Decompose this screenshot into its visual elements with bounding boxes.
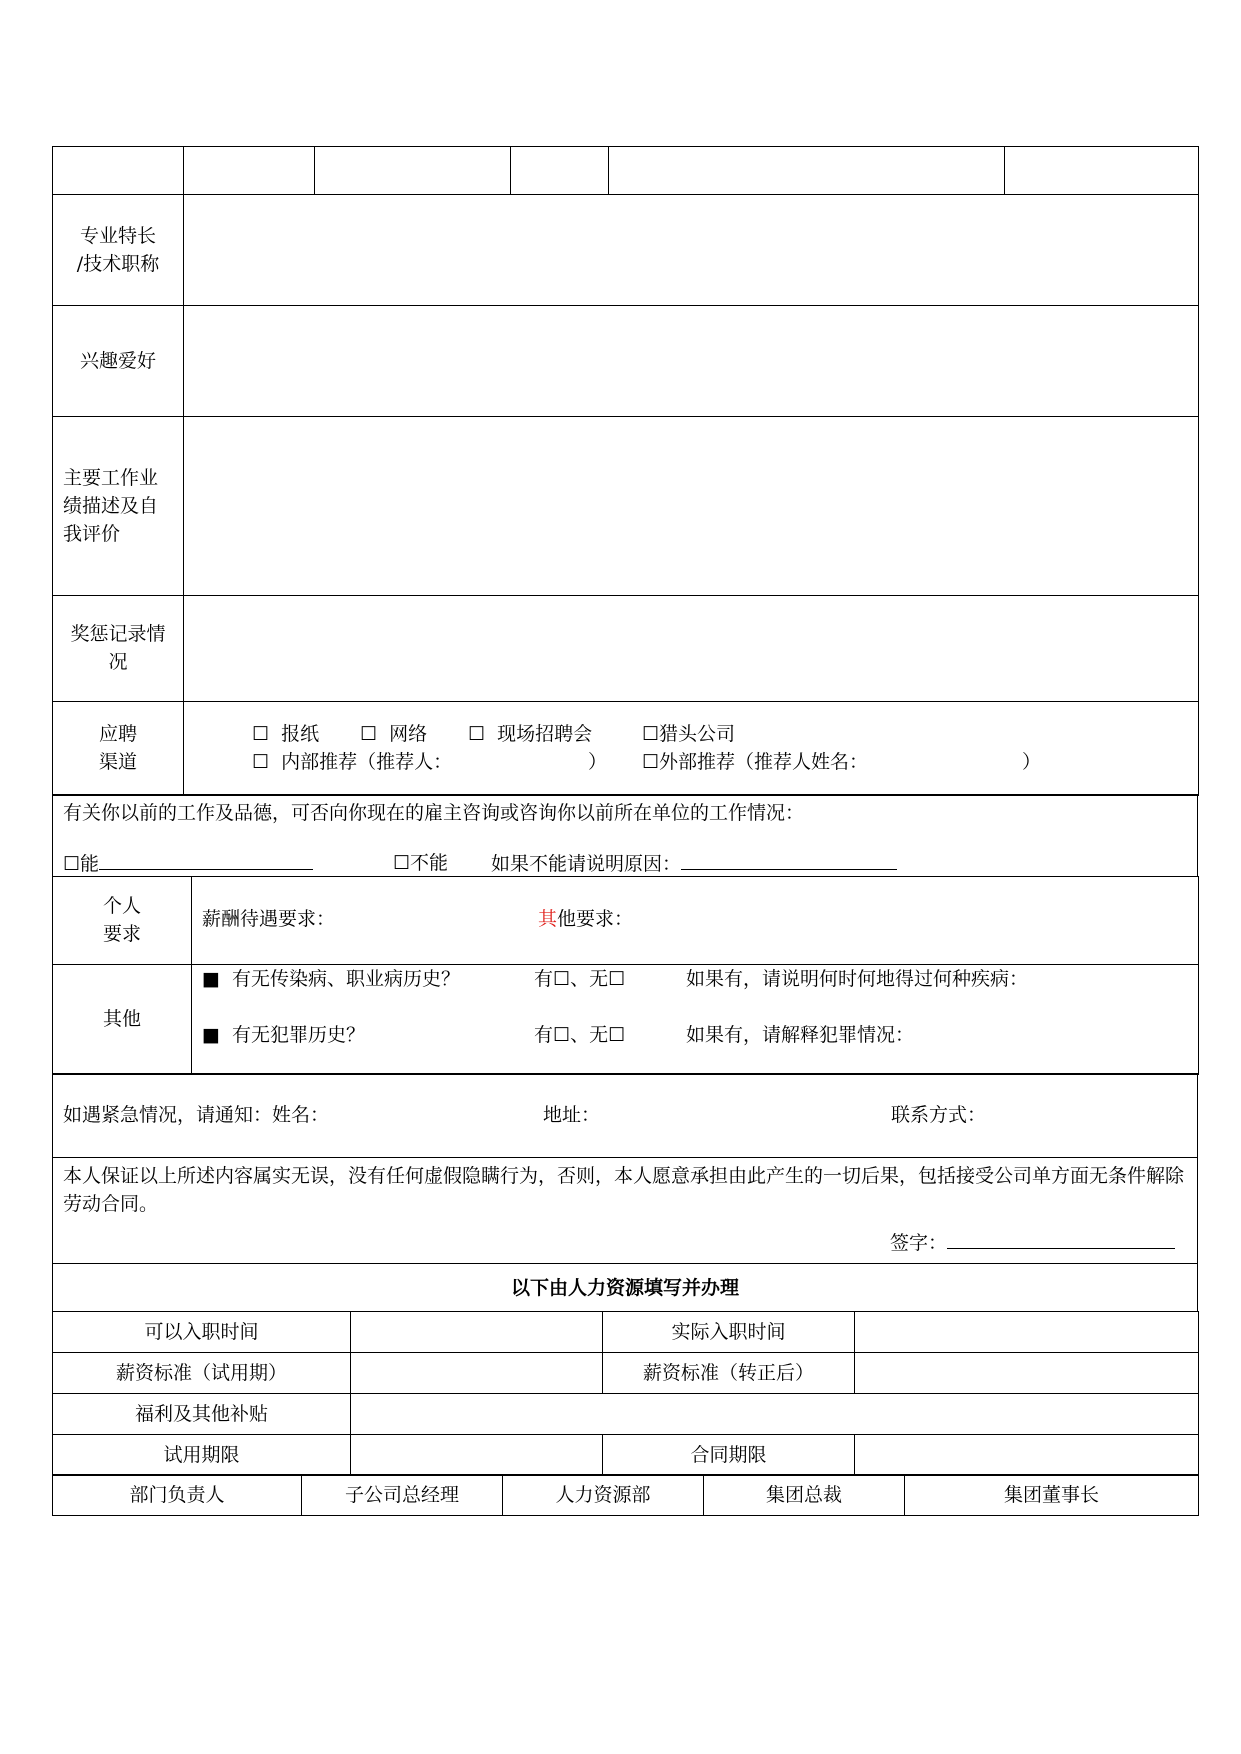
checkbox-icon[interactable] (393, 852, 410, 874)
checkbox-icon[interactable] (252, 723, 269, 745)
approval-subsidiary-gm: 子公司总经理 (302, 1475, 503, 1516)
checkbox-icon[interactable] (642, 751, 659, 773)
personal-table (52, 876, 1199, 1075)
personal-requirements (192, 876, 1199, 964)
other-requirement (538, 905, 633, 933)
approval-table (52, 1474, 1199, 1516)
checkbox-icon[interactable] (608, 1024, 625, 1046)
salary-probation-field[interactable] (351, 1352, 603, 1393)
salary-probation-label: 薪资标准（试用期） (53, 1352, 351, 1393)
disease-question-text: 有无传染病、职业病历史？ (232, 967, 461, 990)
blank-cell[interactable] (315, 147, 511, 195)
channel-option-newspaper[interactable] (252, 720, 319, 748)
approval-dept-head: 部门负责人 (53, 1475, 302, 1516)
channel-label-line2: 渠道 (98, 751, 137, 773)
emergency-table (52, 1073, 1198, 1312)
blank-cell[interactable] (1005, 147, 1199, 195)
salary-requirement: 薪酬待遇要求： (202, 908, 336, 930)
reference-reason-label: 如果不能请说明原因： (491, 853, 682, 875)
channel-option-label: 现场招聘会 (497, 723, 593, 745)
checkbox-icon[interactable] (360, 723, 377, 745)
approval-hr-dept: 人力资源部 (503, 1475, 704, 1516)
other-requirement-rest: 他要求： (557, 908, 634, 930)
channel-options (184, 701, 1199, 795)
crime-question-text: 有无犯罪历史？ (232, 1023, 366, 1046)
probation-period-label: 试用期限 (53, 1434, 351, 1475)
signature-line[interactable] (947, 1228, 1175, 1249)
channel-option-web[interactable] (360, 720, 427, 748)
checkbox-icon[interactable] (642, 723, 659, 745)
achievement-label-line2: 绩描述及自 (63, 494, 159, 517)
personal-label (53, 876, 192, 964)
emergency-cell (53, 1074, 1198, 1158)
emergency-address: 地址： (543, 1103, 601, 1126)
salary-regular-field[interactable] (855, 1352, 1199, 1393)
hr-table (52, 1311, 1199, 1476)
checkbox-icon[interactable] (553, 968, 570, 990)
personal-label-line2: 要求 (102, 923, 141, 945)
start-available-field[interactable] (351, 1311, 603, 1352)
achievement-label-line1: 主要工作业 (63, 466, 159, 489)
hobby-field[interactable] (184, 305, 1199, 416)
approval-group-chairman: 集团董事长 (905, 1475, 1199, 1516)
declaration-text: 本人保证以上所述内容属实无误，没有任何虚假隐瞒行为，否则，本人愿意承担由此产生的一切后果，包括接受公司单方面无条件解除劳动合同。 (63, 1165, 1185, 1215)
checkbox-icon[interactable] (252, 751, 269, 773)
contract-period-label: 合同期限 (603, 1434, 855, 1475)
no-label: 、无 (570, 1023, 609, 1046)
crime-question (202, 1021, 365, 1049)
start-available-label: 可以入职时间 (53, 1311, 351, 1352)
channel-label (53, 701, 184, 795)
yes-label: 有 (534, 1023, 554, 1046)
reward-label-line1: 奖惩记录情 (70, 623, 166, 645)
other-requirement-red: 其 (538, 908, 558, 930)
internal-referrer-close: ） (588, 751, 608, 773)
personal-label-line1: 个人 (102, 895, 141, 917)
achievement-field[interactable] (184, 416, 1199, 595)
channel-option-fair[interactable] (468, 720, 592, 748)
reward-label-line2: 况 (108, 651, 128, 673)
profile-table (52, 194, 1199, 796)
reference-table (52, 794, 1198, 877)
blank-cell[interactable] (184, 147, 315, 195)
other-questions (192, 964, 1199, 1074)
disease-yes-no[interactable] (534, 965, 625, 993)
checkbox-icon[interactable] (63, 853, 80, 875)
other-label: 其他 (53, 964, 192, 1074)
yes-label: 有 (534, 967, 554, 990)
blank-cell[interactable] (609, 147, 1005, 195)
crime-yes-no[interactable] (534, 1021, 625, 1049)
channel-option-headhunter[interactable] (642, 720, 735, 748)
application-form (52, 146, 1198, 1516)
benefits-label: 福利及其他补贴 (53, 1393, 351, 1434)
blank-cell[interactable] (511, 147, 609, 195)
approval-group-president: 集团总裁 (704, 1475, 905, 1516)
reference-yes-line[interactable] (99, 849, 313, 870)
disease-follow-up: 如果有，请说明何时何地得过何种疾病： (686, 967, 1029, 990)
achievement-label-line3: 我评价 (63, 522, 121, 545)
signature (53, 1228, 1197, 1257)
reference-question: 有关你以前的工作及品德，可否向你现在的雇主咨询或咨询你以前所在单位的工作情况： (63, 802, 805, 824)
blank-cell[interactable] (53, 147, 184, 195)
bullet-icon: ■ (202, 967, 220, 990)
external-referrer-close: ） (1022, 751, 1042, 773)
contract-period-field[interactable] (855, 1434, 1199, 1475)
hr-heading: 以下由人力资源填写并办理 (53, 1264, 1198, 1312)
checkbox-icon[interactable] (608, 968, 625, 990)
checkbox-icon[interactable] (468, 723, 485, 745)
benefits-field[interactable] (351, 1393, 1199, 1434)
specialty-label-line2: /技术职称 (76, 252, 160, 275)
checkbox-icon[interactable] (553, 1024, 570, 1046)
start-actual-label: 实际入职时间 (603, 1311, 855, 1352)
reference-yes-label: 能 (80, 853, 100, 875)
reward-field[interactable] (184, 595, 1199, 701)
channel-option-label: 内部推荐（推荐人： (281, 751, 453, 773)
channel-option-label: 报纸 (281, 723, 320, 745)
emergency-name: 如遇紧急情况，请通知：姓名： (63, 1103, 330, 1126)
start-actual-field[interactable] (855, 1311, 1199, 1352)
declaration-cell (53, 1158, 1198, 1264)
reference-no-label: 不能 (410, 852, 449, 874)
hobby-label: 兴趣爱好 (53, 305, 184, 416)
channel-option-label: 外部推荐（推荐人姓名： (659, 751, 869, 773)
reference-reason-line[interactable] (681, 849, 897, 870)
channel-option-internal[interactable] (252, 748, 452, 776)
disease-question (202, 965, 460, 993)
probation-period-field[interactable] (351, 1434, 603, 1475)
emergency-contact: 联系方式： (891, 1103, 987, 1126)
no-label: 、无 (570, 967, 609, 990)
specialty-label (53, 194, 184, 305)
channel-option-label: 猎头公司 (659, 723, 736, 745)
salary-regular-label: 薪资标准（转正后） (603, 1352, 855, 1393)
top-blank-row-table (52, 146, 1199, 195)
signature-label: 签字： (889, 1232, 947, 1254)
specialty-label-line1: 专业特长 (79, 224, 156, 247)
achievement-label (53, 416, 184, 595)
specialty-field[interactable] (184, 194, 1199, 305)
channel-option-label: 网络 (389, 723, 428, 745)
channel-label-line1: 应聘 (98, 723, 137, 745)
crime-follow-up: 如果有，请解释犯罪情况： (686, 1023, 915, 1046)
bullet-icon: ■ (202, 1023, 220, 1046)
reference-reason (491, 849, 897, 878)
reference-no-option[interactable] (393, 849, 448, 877)
reference-yes-option[interactable] (63, 849, 313, 878)
channel-option-external[interactable] (642, 748, 868, 776)
reference-cell (53, 795, 1198, 877)
reward-label (53, 595, 184, 701)
